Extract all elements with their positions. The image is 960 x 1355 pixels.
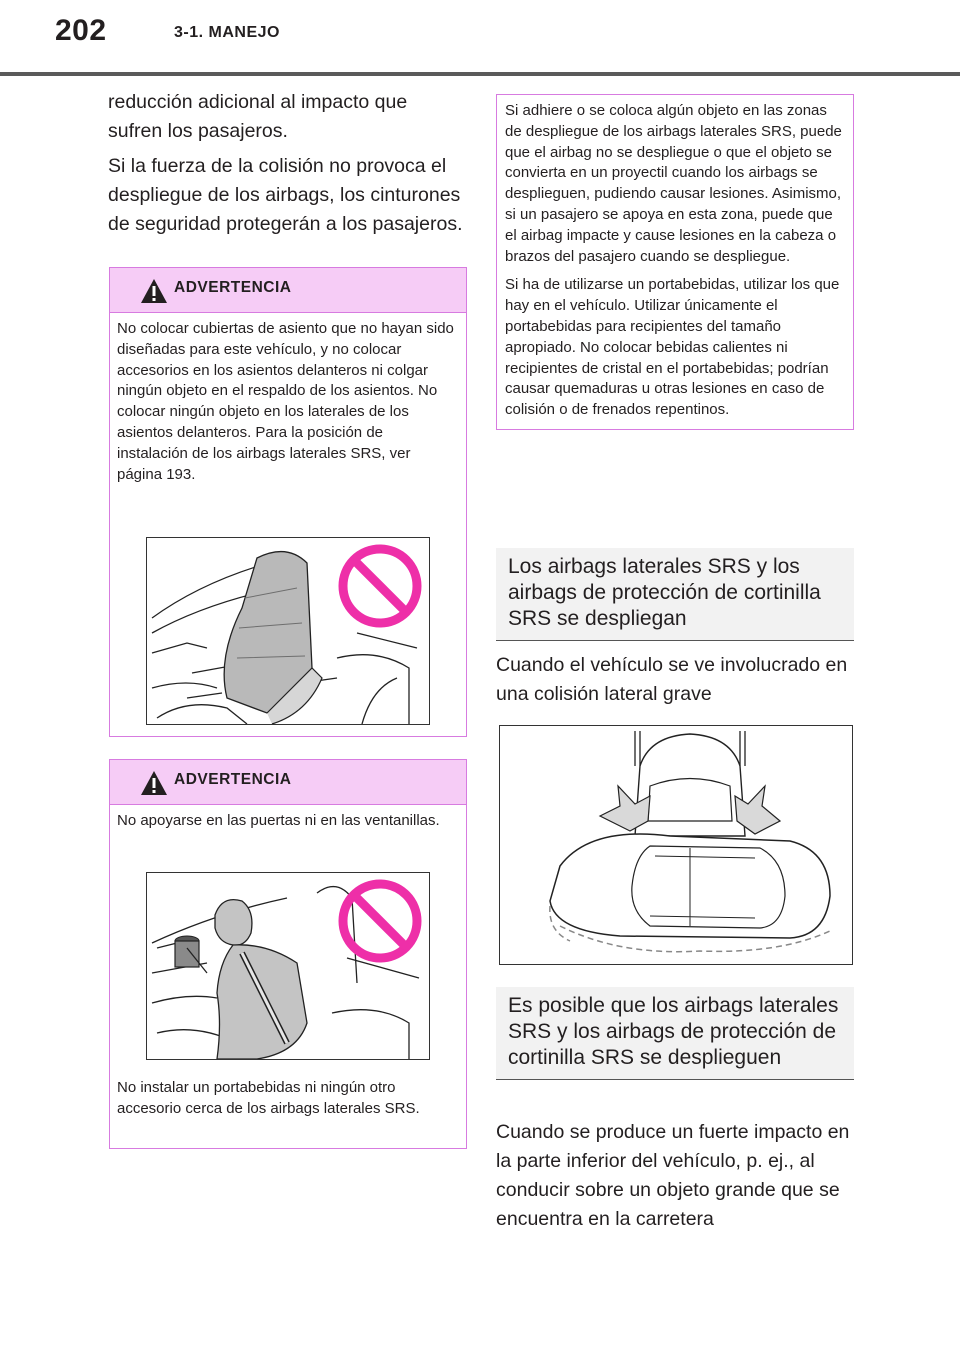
side-collision-illustration <box>499 725 853 965</box>
seat-with-cover-image <box>147 538 429 724</box>
warning-body <box>110 805 466 840</box>
section-title: 3-1. MANEJO <box>174 24 280 41</box>
side-collision-image <box>500 726 852 964</box>
warning-header <box>110 760 466 805</box>
subheading-possible-deployment: Es posible que los airbags laterales SRS y los airbags de protección de cortinilla SRS se desplieguen <box>496 987 854 1080</box>
prohibition-icon <box>343 884 417 958</box>
warning-continued-paragraph-2: Si ha de utilizarse un portabebidas, utilizar los que hay en el vehículo. Utilizar únicamente el portabebidas para recipientes del tamaño apropiado. No colocar bebidas calientes ni recipientes de cristal en el portabebidas; podrían causar quemaduras u otras lesiones en caso de colisión o de frenados repentinos. <box>505 276 840 419</box>
body-side-collision: Cuando el vehículo se ve involucrado en una colisión lateral grave <box>496 654 848 705</box>
warning-continued-box <box>496 94 854 430</box>
warning-body <box>110 313 466 493</box>
seat-cover-illustration <box>146 537 430 725</box>
warning-header <box>110 268 466 313</box>
left-intro <box>108 88 466 239</box>
warning-body-2 <box>110 1072 465 1128</box>
warning-text: No colocar cubiertas de asiento que no hayan sido diseñadas para este vehículo, y no colocar accesorios en los asientos delanteros ni colgar ningún objeto en el respaldo de los asientos. No colocar ningún objeto en los laterales de los asientos delanteros. Para la posición de instalación de los airbags laterales SRS, ver página 193. <box>117 320 454 483</box>
intro-paragraph-2: Si la fuerza de la colisión no provoca el despliegue de los airbags, los cinturones de seguridad protegerán a los pasajeros. <box>108 155 463 235</box>
warning-title: ADVERTENCIA <box>174 771 292 788</box>
warning-continued-paragraph-1: Si adhiere o se coloca algún objeto en las zonas de despliegue de los airbags laterales SRS, puede que el airbag no se despliegue o que el objeto se convierta en un proyectil cuando los airbags se desplieguen, pudiendo causar lesiones. Asimismo, si un pasajero se apoya en esta zona, puede que el airbag impacte y cause lesiones en la cabeza o brazos del pasajero cuando se despliegue. <box>505 102 842 265</box>
body-underbody-impact: Cuando se produce un fuerte impacto en la parte inferior del vehículo, p. ej., al conducir sobre un objeto grande que se encuentra en la carretera <box>496 1121 850 1230</box>
warning-box-2 <box>109 759 467 1149</box>
warning-triangle-icon <box>140 770 168 796</box>
warning-triangle-icon <box>140 278 168 304</box>
leaning-passenger-illustration <box>146 872 430 1060</box>
page-header <box>0 0 960 80</box>
warning-text: No apoyarse en las puertas ni en las ventanillas. <box>117 812 440 829</box>
header-rule <box>0 72 960 76</box>
warning-text-2: No instalar un portabebidas ni ningún otro accesorio cerca de los airbags laterales SRS. <box>117 1079 420 1117</box>
intro-paragraph-1: reducción adicional al impacto que sufren los pasajeros. <box>108 91 408 142</box>
subheading-side-airbags: Los airbags laterales SRS y los airbags de protección de cortinilla SRS se despliegan <box>496 548 854 641</box>
prohibition-icon <box>343 549 417 623</box>
page-number: 202 <box>55 14 107 47</box>
passenger-leaning-image <box>147 873 429 1059</box>
warning-box-1 <box>109 267 467 737</box>
warning-title: ADVERTENCIA <box>174 279 292 296</box>
